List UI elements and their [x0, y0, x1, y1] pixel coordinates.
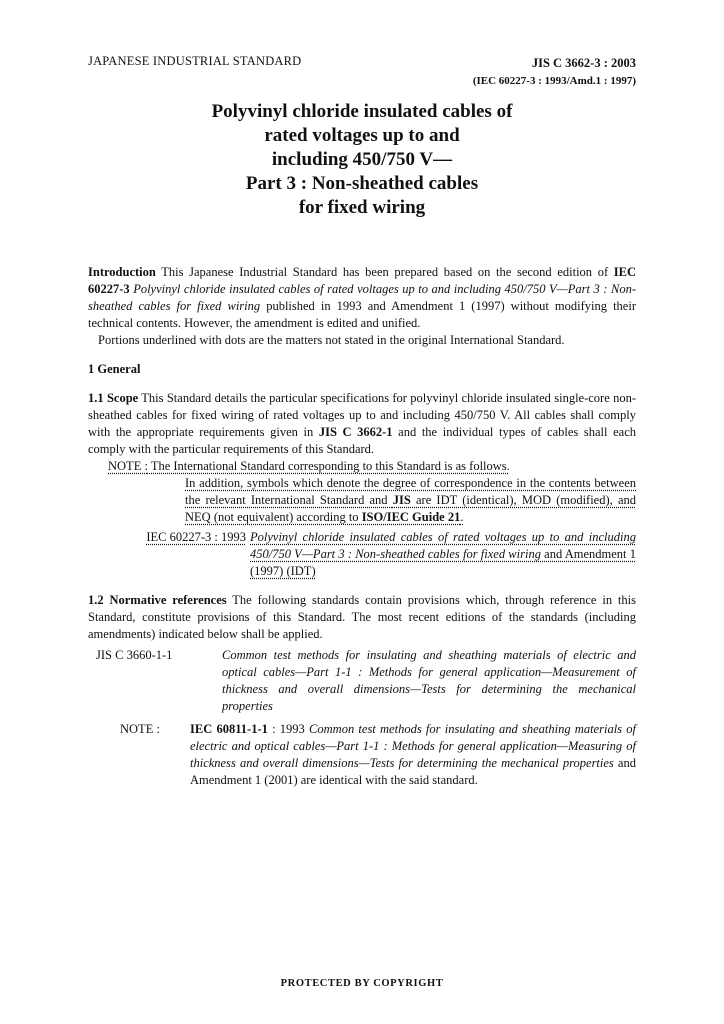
correspondence-jis: JIS: [392, 493, 411, 507]
correspondence-text-1: In addition, symbols which denote the degree of correspondence in the contents between the relevant International Standard and: [185, 476, 636, 507]
ref-iec-tail: and Amendment 1 (1997) (IDT): [250, 547, 636, 578]
scope-heading: 1.1 Scope: [88, 391, 139, 405]
ref-iec-title-block: [250, 529, 636, 580]
intro-dotted-note: [88, 332, 636, 349]
scope-text-2: and the individual types of cables shall each comply with the particular requirements of this Standard.: [88, 425, 636, 456]
introduction-paragraph: [88, 264, 636, 332]
correspondence-period: .: [460, 510, 464, 524]
title-line-4: Part 3 : Non-sheathed cables: [245, 173, 479, 194]
scope-text-1: This Standard details the particular specifications for polyvinyl chloride insulated single-core non-sheathed cables for fixed wiring of rated voltages up to and including 450/750 V. All cables shall comply with the appropriate requirements given in: [88, 391, 637, 439]
normative-references-paragraph: [88, 592, 636, 643]
ref-iec-code: [88, 529, 250, 580]
scope-paragraph: [88, 390, 636, 458]
header-standard-type: JAPANESE INDUSTRIAL STANDARD: [88, 54, 302, 68]
header-iec-reference: (IEC 60227-3 : 1993/Amd.1 : 1997): [472, 75, 636, 87]
normative-note-code: IEC 60811-1-1: [190, 722, 268, 736]
normative-text: The following standards contain provisions which, through reference in this Standard, constitute provisions of this Standard. The most recent editions of the standards (including amendments) indicated below shall be applied.: [88, 593, 636, 641]
normative-note-label: NOTE :: [120, 722, 160, 736]
intro-iec-code: IEC 60227-3: [88, 265, 636, 296]
scope-note: [88, 458, 636, 475]
ref-iec-title: Polyvinyl chloride insulated cables of rated voltages up to and including 450/750 V—Part 3 : Non-sheathed cables for fixed wiring: [250, 530, 636, 561]
scope-note-text: The International Standard corresponding to this Standard is as follows.: [147, 459, 510, 473]
correspondence-guide: ISO/IEC Guide 21: [361, 510, 461, 524]
header-jis-code: JIS C 3662-3 : 2003: [531, 56, 636, 70]
introduction-heading: Introduction: [88, 265, 156, 279]
normative-note-body: [190, 721, 636, 789]
title-line-1: Polyvinyl chloride insulated cables of: [211, 101, 513, 122]
intro-text-2: published in 1993 and Amendment 1 (1997) without modifying their technical contents. However, the amendment is edited and unified.: [88, 299, 636, 330]
normative-note-tail: and Amendment 1 (2001) are identical with the said standard.: [190, 756, 636, 787]
intro-iec-title: Polyvinyl chloride insulated cables of rated voltages up to and including 450/750 V—Part 3 : Non-sheathed cables for fixed wiring: [88, 282, 636, 313]
section-1-heading: 1 General: [88, 362, 141, 376]
intro-text-1: This Japanese Industrial Standard has been prepared based on the second edition of: [155, 265, 614, 279]
normative-note: [88, 721, 636, 789]
title-line-2: rated voltages up to and: [264, 125, 460, 146]
title-line-5: for fixed wiring: [298, 197, 426, 218]
normative-heading: 1.2 Normative references: [88, 593, 227, 607]
normative-jis-code: JIS C 3660-1-1: [96, 648, 173, 662]
normative-note-title: Common test methods for insulating and sheathing materials of electric and optical cables—Part 1-1 : Methods for general application—Measuring of thickness and overall dimensions—Tests for determining the mechanical properties: [190, 722, 636, 770]
scope-jis-ref: JIS C 3662-1: [318, 425, 393, 439]
document-body: [88, 264, 636, 789]
scope-note-correspondence: [88, 475, 636, 526]
correspondence-text-2: are IDT (identical), MOD (modified), and NEQ (not equivalent) according to: [185, 493, 636, 524]
normative-ref-jis: [88, 647, 636, 715]
header-code-block: [473, 54, 636, 90]
normative-note-year: : 1993: [267, 722, 310, 736]
document-title: [88, 100, 636, 220]
scope-note-reference: [88, 529, 636, 580]
copyright-footer: PROTECTED BY COPYRIGHT: [280, 978, 444, 989]
normative-jis-title: Common test methods for insulating and sheathing materials of electric and optical cables—Part 1-1 : Methods for general application—Measurement of thickness and overall dimensions—Tests for determining the mechanical properties: [222, 648, 636, 713]
title-line-3: including 450/750 V—: [271, 149, 453, 170]
normative-jis-title-block: [222, 647, 636, 715]
intro-dotted-note-text: Portions underlined with dots are the matters not stated in the original International Standard.: [98, 333, 565, 347]
scope-note-label: NOTE :: [108, 459, 148, 473]
ref-iec-code-text: IEC 60227-3 : 1993: [146, 530, 246, 544]
